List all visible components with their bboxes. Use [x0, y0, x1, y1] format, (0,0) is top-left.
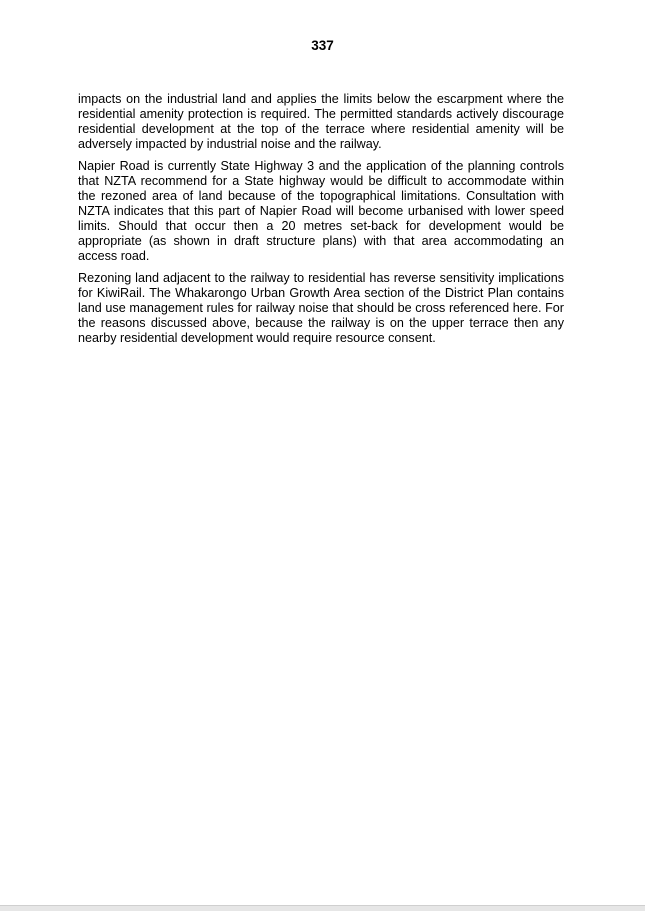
- paragraph-napier-road: Napier Road is currently State Highway 3 and the application of the planning controls that NZTA recommend for a State highway would be difficult to accommodate within the rezoned area of land because of the topographical limitations. Consultation with NZTA indicates that this part of Napier Road will become urbanised with lower speed limits. Should that occur then a 20 metres set-back for development would be appropriate (as shown in draft structure plans) with that area accommodating an access road.: [78, 159, 564, 263]
- paragraph-industrial-amenity: impacts on the industrial land and applies the limits below the escarpment where the residential amenity protection is required. The permitted standards actively discourage residential development at the top of the terrace where residential amenity will be adversely impacted by industrial noise and the railway.: [78, 92, 564, 151]
- document-body: [78, 92, 564, 353]
- page-bottom-edge: [0, 905, 645, 911]
- paragraph-railway-rezoning: Rezoning land adjacent to the railway to residential has reverse sensitivity implications for KiwiRail. The Whakarongo Urban Growth Area section of the District Plan contains land use management rules for railway noise that should be cross referenced here. For the reasons discussed above, because the railway is on the upper terrace then any nearby residential development would require resource consent.: [78, 271, 564, 345]
- page-number: 337: [311, 38, 334, 53]
